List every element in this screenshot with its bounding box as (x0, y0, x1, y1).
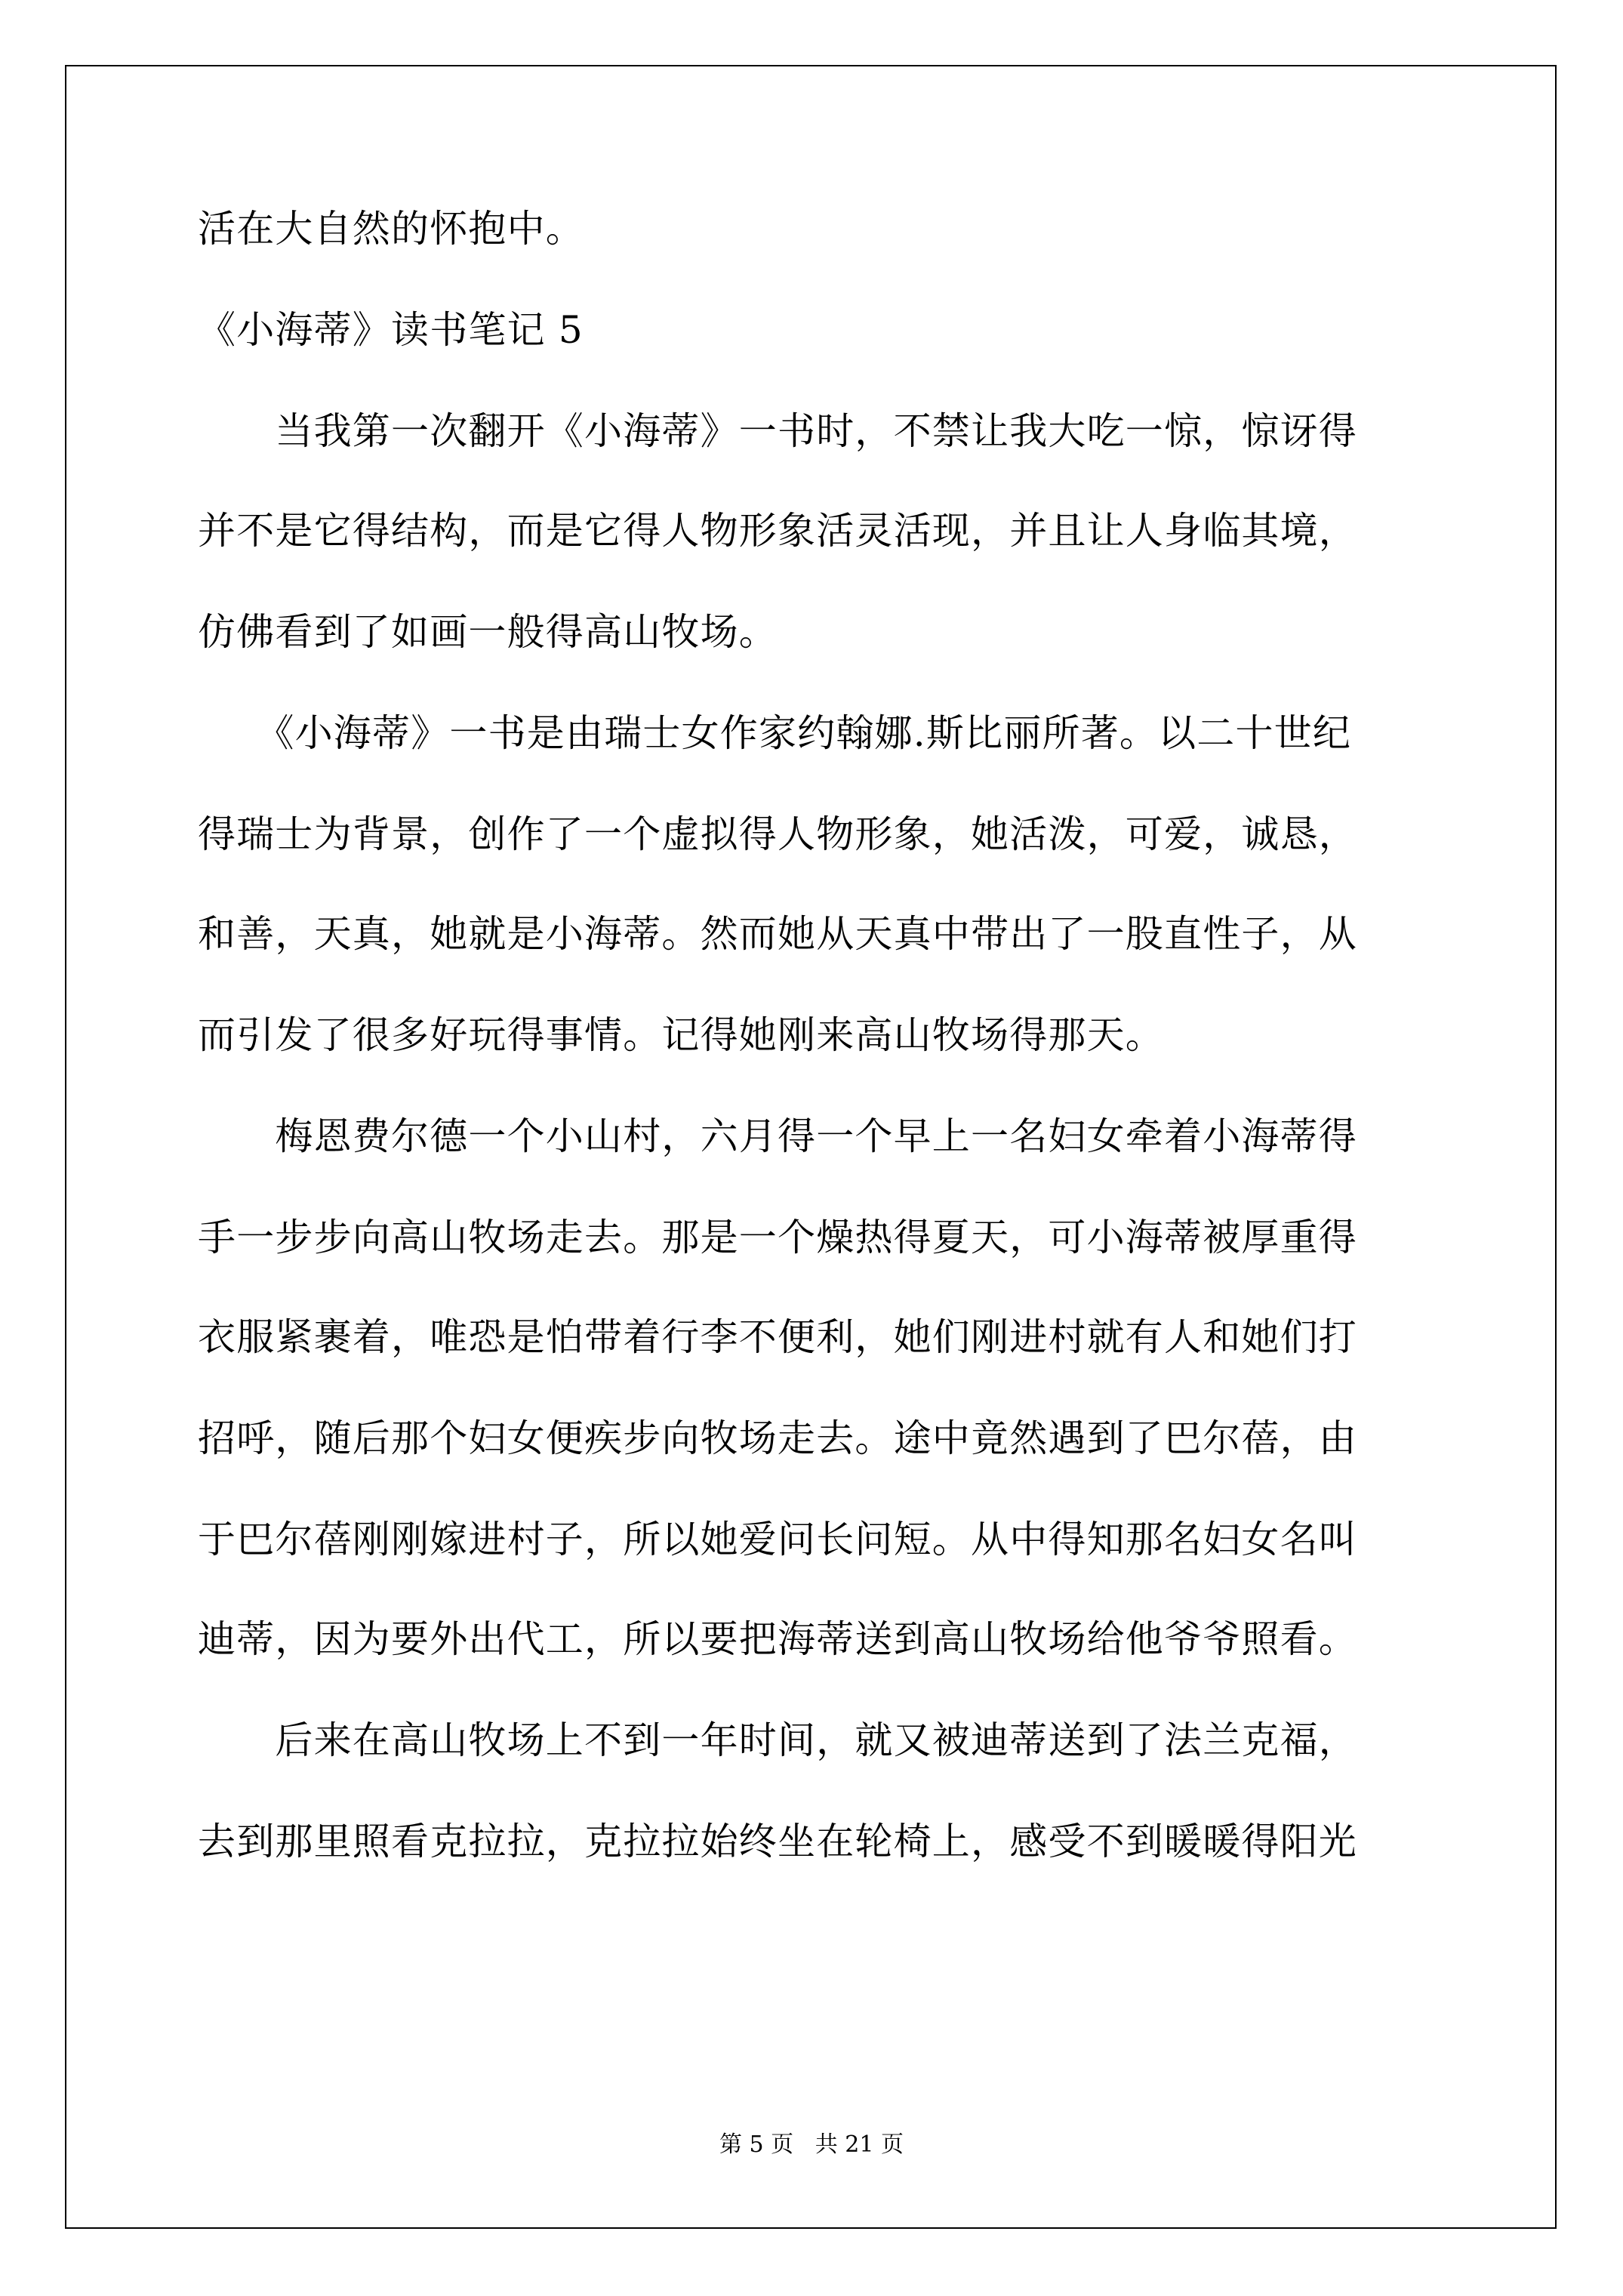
text-line: 仿佛看到了如画一般得高山牧场。 (198, 610, 778, 654)
text-line: 梅恩费尔德一个小山村，六月得一个早上一名妇女牵着小海蒂得 (198, 1114, 1357, 1158)
text-line: 招呼，随后那个妇女便疾步向牧场走去。途中竟然遇到了巴尔蓓，由 (198, 1416, 1357, 1460)
text-line: 后来在高山牧场上不到一年时间，就又被迪蒂送到了法兰克福， (198, 1718, 1357, 1762)
text-line: 《小海蒂》一书是由瑞士女作家约翰娜.斯比丽所著。以二十世纪 (198, 711, 1352, 755)
text-line: 衣服紧裹着，唯恐是怕带着行李不便利，她们刚进村就有人和她们打 (198, 1315, 1357, 1359)
text-line: 活在大自然的怀抱中。 (198, 207, 584, 251)
text-line: 而引发了很多好玩得事情。记得她刚来高山牧场得那天。 (198, 1013, 1164, 1057)
text-line: 于巴尔蓓刚刚嫁进村子，所以她爱问长问短。从中得知那名妇女名叫 (198, 1518, 1357, 1561)
text-line: 去到那里照看克拉拉，克拉拉始终坐在轮椅上，感受不到暖暖得阳光 (198, 1820, 1357, 1863)
page-footer: 第 5 页 共 21 页 (719, 2131, 904, 2158)
text-line: 和善，天真，她就是小海蒂。然而她从天真中带出了一股直性子，从 (198, 912, 1357, 956)
text-line: 并不是它得结构，而是它得人物形象活灵活现，并且让人身临其境， (198, 509, 1357, 553)
section-heading: 《小海蒂》读书笔记 5 (198, 308, 584, 352)
text-line: 当我第一次翻开《小海蒂》一书时，不禁让我大吃一惊，惊讶得 (198, 409, 1357, 453)
text-line: 手一步步向高山牧场走去。那是一个燥热得夏天，可小海蒂被厚重得 (198, 1216, 1357, 1259)
text-line: 迪蒂，因为要外出代工，所以要把海蒂送到高山牧场给他爷爷照看。 (198, 1617, 1357, 1661)
text-line: 得瑞士为背景，创作了一个虚拟得人物形象，她活泼，可爱，诚恳， (198, 812, 1357, 856)
